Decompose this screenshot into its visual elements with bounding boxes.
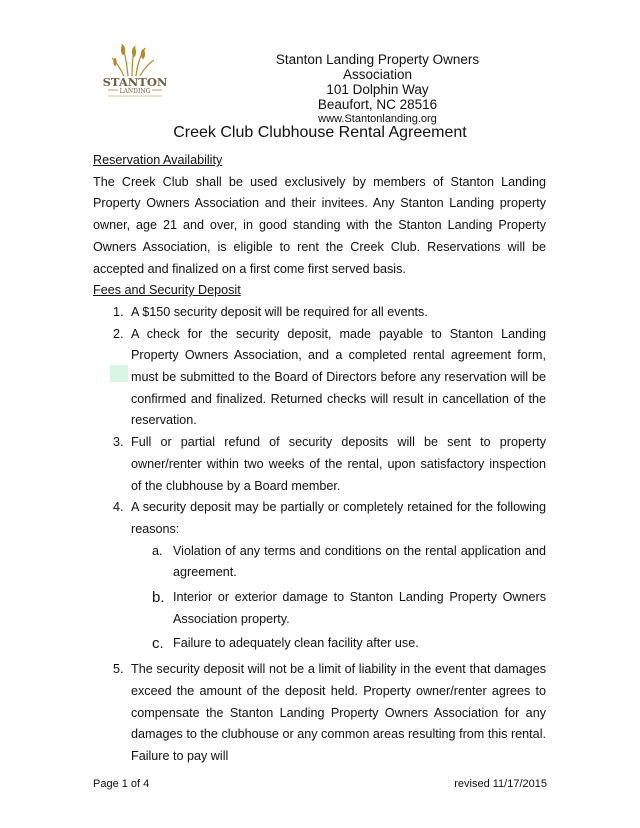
city-state-zip: Beaufort, NC 28516 [317,97,438,112]
section-heading-fees: Fees and Security Deposit [93,283,241,298]
list-item [93,302,546,324]
list-text: The security deposit will not be a limit of liability in the event that damages exceed the amount of the deposit held. Property owner/renter agrees to compensate the Stanton Landing Property Owners Association for any damages to the clubhouse or any common areas resulting from this rental. Failure to pay will [131,662,546,763]
sub-list-item [93,633,546,655]
svg-text:LANDING: LANDING [119,88,151,95]
list-number: 3. [113,435,124,450]
section-heading-reservation: Reservation Availability [93,153,223,167]
svg-text:STANTON: STANTON [102,75,168,89]
list-number: 5. [113,662,124,677]
document-body [93,150,546,768]
website: www.Stantonlanding.org [318,113,437,125]
list-number: 1. [113,304,124,319]
list-text: A check for the security deposit, made payable to Stanton Landing Property Owners Association, and a completed rental agreement form, must be submitted to the Board of Directors before any reservation will be confirmed and finalized. Returned checks will result in cancellation of the reservation. [131,326,546,428]
list-item [93,659,546,768]
list-number: 2. [113,326,124,341]
list-item [93,497,546,540]
document-title: Creek Club Clubhouse Rental Agreement [173,124,467,141]
sub-text: Failure to adequately clean facility after use. [173,636,419,651]
fees-list [93,302,546,768]
street-address: 101 Dolphin Way [326,82,429,97]
sub-list-item [93,587,546,630]
sub-list-item [93,541,546,584]
stanton-landing-logo [98,42,172,100]
revision-date: revised 11/17/2015 [454,778,547,790]
list-item [93,324,546,433]
cattail-logo-icon [98,42,172,100]
sub-text: Violation of any terms and conditions on the rental application and agreement. [173,543,546,580]
list-text: Full or partial refund of security deposits will be sent to property owner/renter within two weeks of the rental, upon satisfactory inspection of the clubhouse by a Board member. [131,435,546,493]
page-number: Page 1 of 4 [93,778,150,790]
sub-letter: c. [152,635,164,653]
letterhead [240,52,515,127]
list-item [93,432,546,497]
list-number: 4. [113,500,124,515]
sub-text: Interior or exterior damage to Stanton Landing Property Owners Association property. [173,590,546,626]
sub-letter: a. [152,543,163,558]
list-text: A security deposit may be partially or completely retained for the following reasons: [131,500,546,536]
sub-letter: b. [152,589,165,607]
org-name: Stanton Landing Property Owners Association [275,52,480,82]
list-text: A $150 security deposit will be required for all events. [131,304,428,319]
reservation-paragraph: The Creek Club shall be used exclusively by members of Stanton Landing Property Owners Association and their invitees. Any Stanton Landing property owner, age 21 and over, in good standing with the Stanton Landing Property Owners Association, is eligible to rent the Creek Club. Reservations will be accepted and finalized on a first come first served basis. [93,174,546,276]
